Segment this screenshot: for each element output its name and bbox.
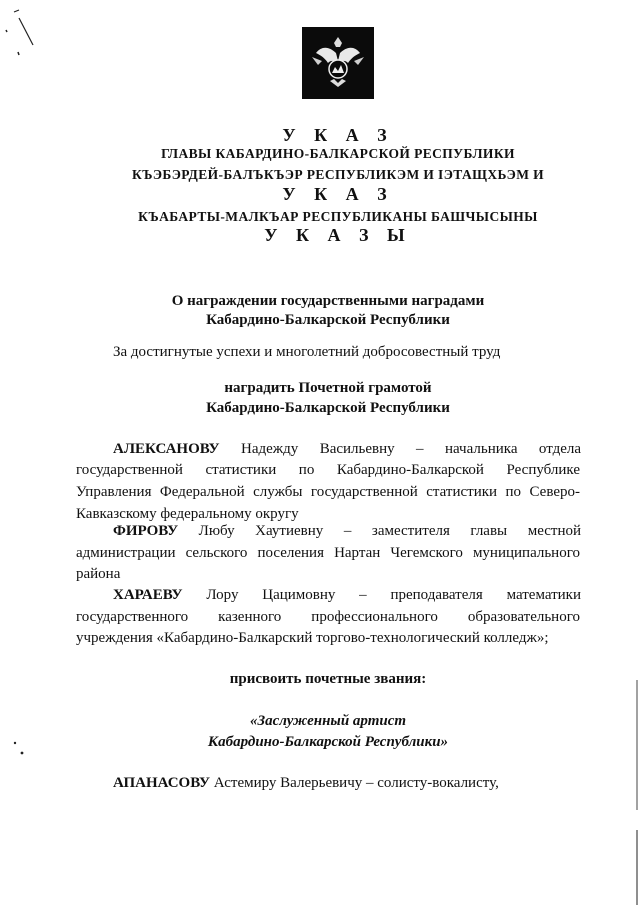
coat-of-arms-emblem xyxy=(302,27,374,99)
scan-artifact xyxy=(0,0,40,70)
recipient-name: ФИРОВУ xyxy=(113,523,179,539)
recipient-text: Управления Федеральной службы государственной статистики по Северо- xyxy=(76,484,580,500)
recipient-text: Кавказскому федеральному округу xyxy=(76,506,299,522)
decree-heading: У К А З xyxy=(282,125,394,145)
recipient-name: АЛЕКСАНОВУ xyxy=(113,441,220,457)
recipient-first-line xyxy=(113,441,581,458)
recipient-text: Надежду Васильевну – начальника отдела xyxy=(219,441,581,457)
document-title: О награждении государственными наградами xyxy=(171,293,485,309)
recipient-name: ХАРАЕВУ xyxy=(113,587,183,603)
recipient-text: государственного казенного профессионального образовательного xyxy=(76,609,580,625)
recipient-name: АПАНАСОВУ xyxy=(113,775,211,791)
decree-subheading: КЪЭБЭРДЕЙ-БАЛЪКЪЭР РЕСПУБЛИКЭМ И ІЭТАЩХЬЭМ И xyxy=(131,167,545,182)
preamble-text: За достигнутые успехи и многолетний добросовестный труд xyxy=(113,344,501,360)
honorary-title: «Заслуженный артист xyxy=(249,713,407,729)
recipient-text: учреждения «Кабардино-Балкарский торгово-технологический колледж»; xyxy=(76,630,549,646)
recipient-first-line xyxy=(113,523,581,540)
recipient-first-line xyxy=(113,587,581,604)
recipient-text: администрации сельского поселения Нартан Чегемского муниципального xyxy=(76,545,580,561)
recipient-first-line xyxy=(113,775,499,792)
decree-heading: У К А З Ы xyxy=(264,225,412,245)
titles-heading: присвоить почетные звания: xyxy=(229,671,427,687)
document-title: Кабардино-Балкарской Республики xyxy=(206,312,450,328)
recipient-text: Астемиру Валерьевичу – солисту-вокалисту, xyxy=(210,775,499,791)
decree-subheading: ГЛАВЫ КАБАРДИНО-БАЛКАРСКОЙ РЕСПУБЛИКИ xyxy=(161,146,515,161)
recipient-text: Лору Цацимовну – преподавателя математики xyxy=(182,587,581,603)
award-heading: наградить Почетной грамотой xyxy=(224,380,432,396)
recipient-text: государственной статистики по Кабардино-Балкарской Республике xyxy=(76,462,580,478)
decree-subheading: КЪАБАРТЫ-МАЛКЪАР РЕСПУБЛИКАНЫ БАШЧЫСЫНЫ xyxy=(138,209,538,224)
recipient-text: Любу Хаутиевну – заместителя главы местной xyxy=(178,523,581,539)
honorary-title: Кабардино-Балкарской Республики» xyxy=(207,734,449,750)
award-heading: Кабардино-Балкарской Республики xyxy=(206,400,450,416)
decree-heading: У К А З xyxy=(282,184,394,204)
recipient-text: района xyxy=(76,566,121,582)
